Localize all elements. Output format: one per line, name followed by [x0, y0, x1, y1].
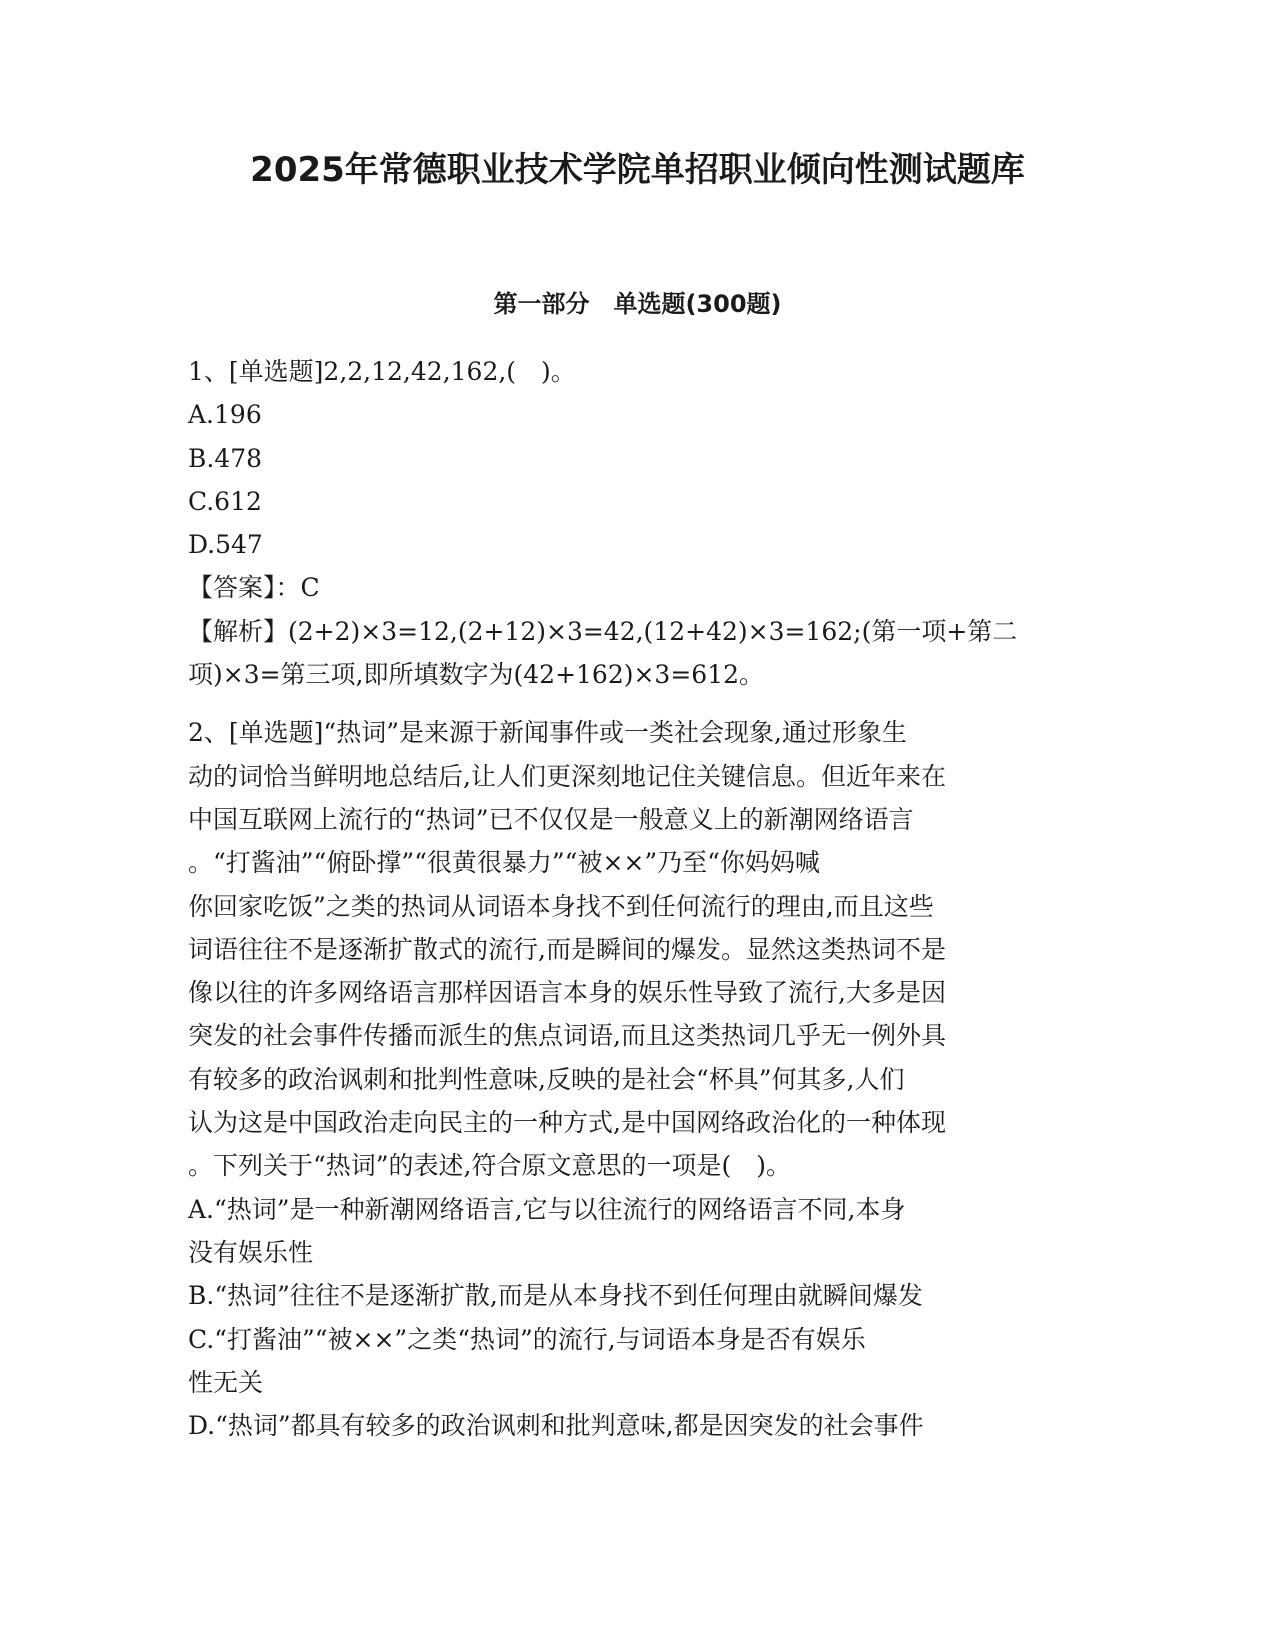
- question-2-option-b: B.“热词”往往不是逐渐扩散,而是从本身找不到任何理由就瞬间爆发: [188, 1281, 923, 1311]
- question-2: [188, 711, 1088, 1447]
- document-title: 2025年常德职业技术学院单招职业倾向性测试题库: [250, 150, 1025, 190]
- question-2-option-d: D.“热词”都具有较多的政治讽刺和批判意味,都是因突发的社会事件: [188, 1411, 924, 1441]
- question-2-stem-line: 。“打酱油”“俯卧撑”“很黄很暴力”“被××”乃至“你妈妈喊: [188, 848, 820, 878]
- question-2-option-a: A.“热词”是一种新潮网络语言,它与以往流行的网络语言不同,本身: [188, 1194, 906, 1224]
- question-1-analysis-line: 项)×3=第三项,即所填数字为(42+162)×3=612。: [188, 660, 765, 690]
- question-2-stem-line: 词语往往不是逐渐扩散式的流行,而是瞬间的爆发。显然这类热词不是: [188, 934, 946, 964]
- question-2-stem-line: 你回家吃饭”之类的热词从词语本身找不到任何流行的理由,而且这些: [188, 891, 934, 921]
- question-2-stem-line: 有较多的政治讽刺和批判性意味,反映的是社会“杯具”何其多,人们: [188, 1064, 905, 1094]
- section-title: 第一部分 单选题(300题): [493, 290, 782, 318]
- question-1-analysis-line: 【解析】(2+2)×3=12,(2+12)×3=42,(12+42)×3=162;(第一项+第二: [188, 616, 1018, 646]
- question-2-stem-line: 突发的社会事件传播而派生的焦点词语,而且这类热词几乎无一例外具: [188, 1021, 946, 1051]
- question-2-option-c-cont: 性无关: [188, 1367, 264, 1397]
- question-1-option-d: D.547: [188, 530, 263, 560]
- question-1-option-c: C.612: [188, 486, 262, 516]
- question-2-stem-line: 动的词恰当鲜明地总结后,让人们更深刻地记住关键信息。但近年来在: [188, 761, 946, 791]
- question-2-option-a-cont: 没有娱乐性: [188, 1237, 314, 1267]
- question-2-stem-line: 。下列关于“热词”的表述,符合原文意思的一项是( )。: [188, 1151, 792, 1181]
- question-list: [188, 350, 1088, 1447]
- question-1-stem: 1、[单选题]2,2,12,42,162,( )。: [188, 357, 576, 386]
- question-spacer: [188, 696, 1088, 711]
- question-1-option-b: B.478: [188, 443, 263, 473]
- question-2-stem-line: 2、[单选题]“热词”是来源于新闻事件或一类社会现象,通过形象生: [188, 718, 907, 748]
- question-1-answer: 【答案】：C: [188, 573, 320, 603]
- question-2-stem-line: 认为这是中国政治走向民主的一种方式,是中国网络政治化的一种体现: [188, 1108, 946, 1138]
- question-2-stem-line: 像以往的许多网络语言那样因语言本身的娱乐性导致了流行,大多是因: [188, 978, 946, 1008]
- question-1-option-a: A.196: [188, 400, 262, 430]
- question-1: [188, 350, 1088, 696]
- question-2-stem-line: 中国互联网上流行的“热词”已不仅仅是一般意义上的新潮网络语言: [188, 804, 914, 834]
- question-2-option-c: C.“打酱油”“被××”之类“热词”的流行,与词语本身是否有娱乐: [188, 1324, 866, 1354]
